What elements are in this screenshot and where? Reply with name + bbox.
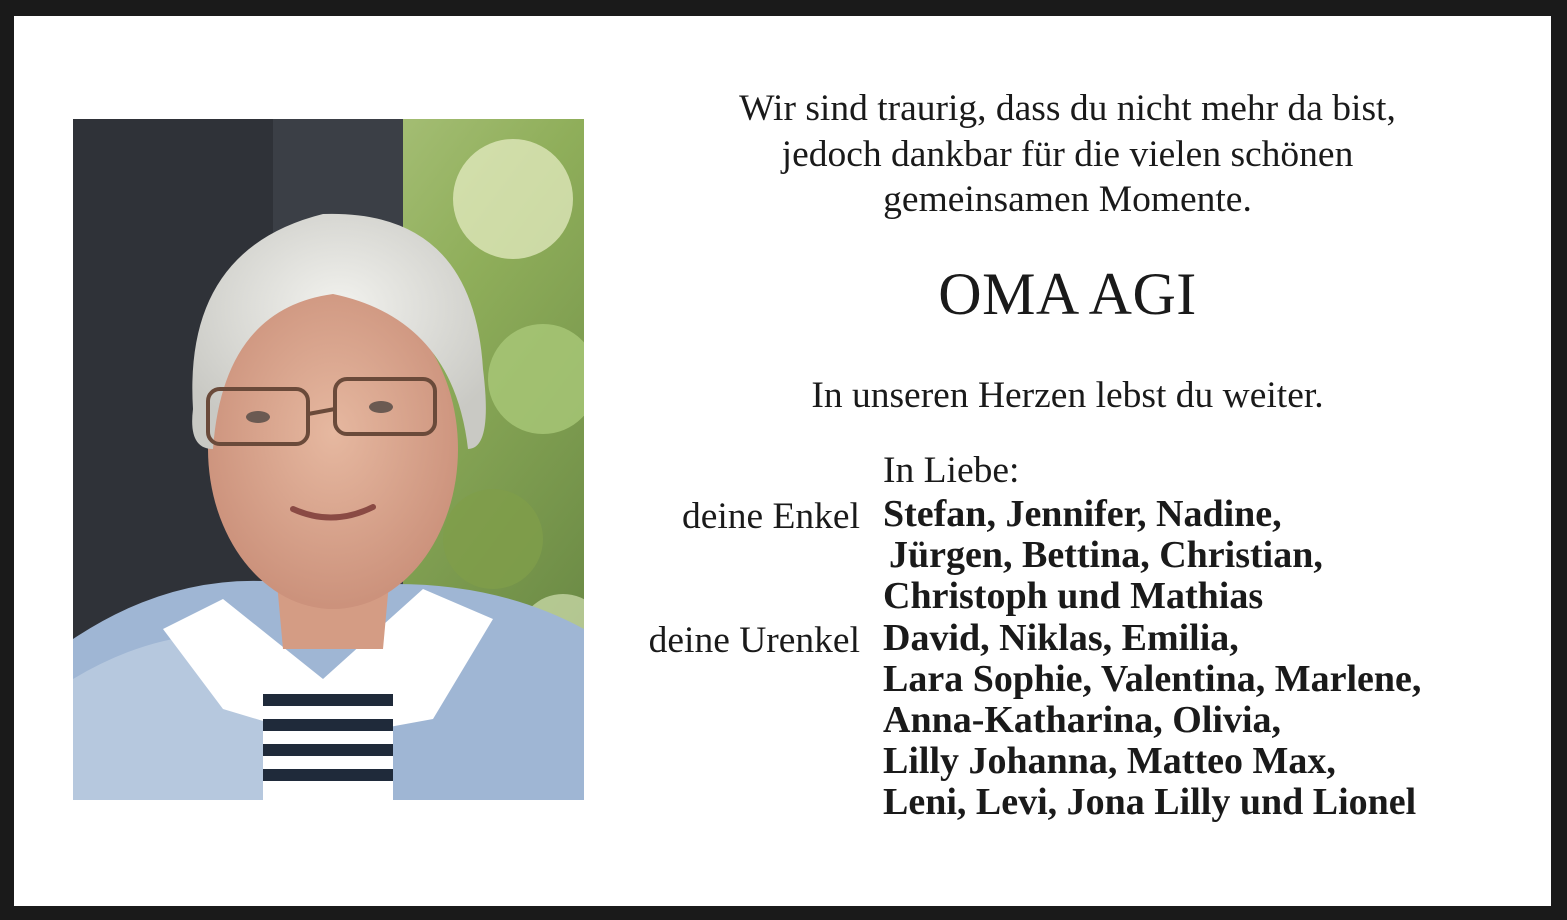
signoff: In Liebe: — [883, 450, 1020, 491]
names-line: Christoph und Mathias — [883, 575, 1264, 617]
names-line: Anna-Katharina, Olivia, — [883, 699, 1281, 741]
poem-line: gemeinsamen Momente. — [883, 179, 1252, 220]
portrait-photo — [73, 119, 584, 800]
names-line: David, Niklas, Emilia, — [883, 617, 1239, 659]
relation-label-enkel: deine Enkel — [681, 496, 860, 537]
poem-line: Wir sind traurig, dass du nicht mehr da bist, — [739, 88, 1396, 129]
names-line: Lara Sophie, Valentina, Marlene, — [883, 658, 1422, 700]
names-enkel — [883, 494, 1323, 617]
relation-label-urenkel: deine Urenkel — [648, 620, 860, 661]
names-line: Leni, Levi, Jona Lilly und Lionel — [883, 781, 1417, 823]
portrait-image — [73, 119, 584, 800]
motto: In unseren Herzen lebst du weiter. — [811, 375, 1324, 416]
deceased-name: OMA AGI — [938, 261, 1197, 327]
names-line: Jürgen, Bettina, Christian, — [889, 534, 1323, 576]
poem-line: jedoch dankbar für die vielen schönen — [781, 133, 1354, 175]
names-line: Lilly Johanna, Matteo Max, — [883, 740, 1336, 782]
names-urenkel — [883, 618, 1421, 823]
poem — [640, 86, 1495, 223]
names-line: Stefan, Jennifer, Nadine, — [883, 493, 1282, 535]
